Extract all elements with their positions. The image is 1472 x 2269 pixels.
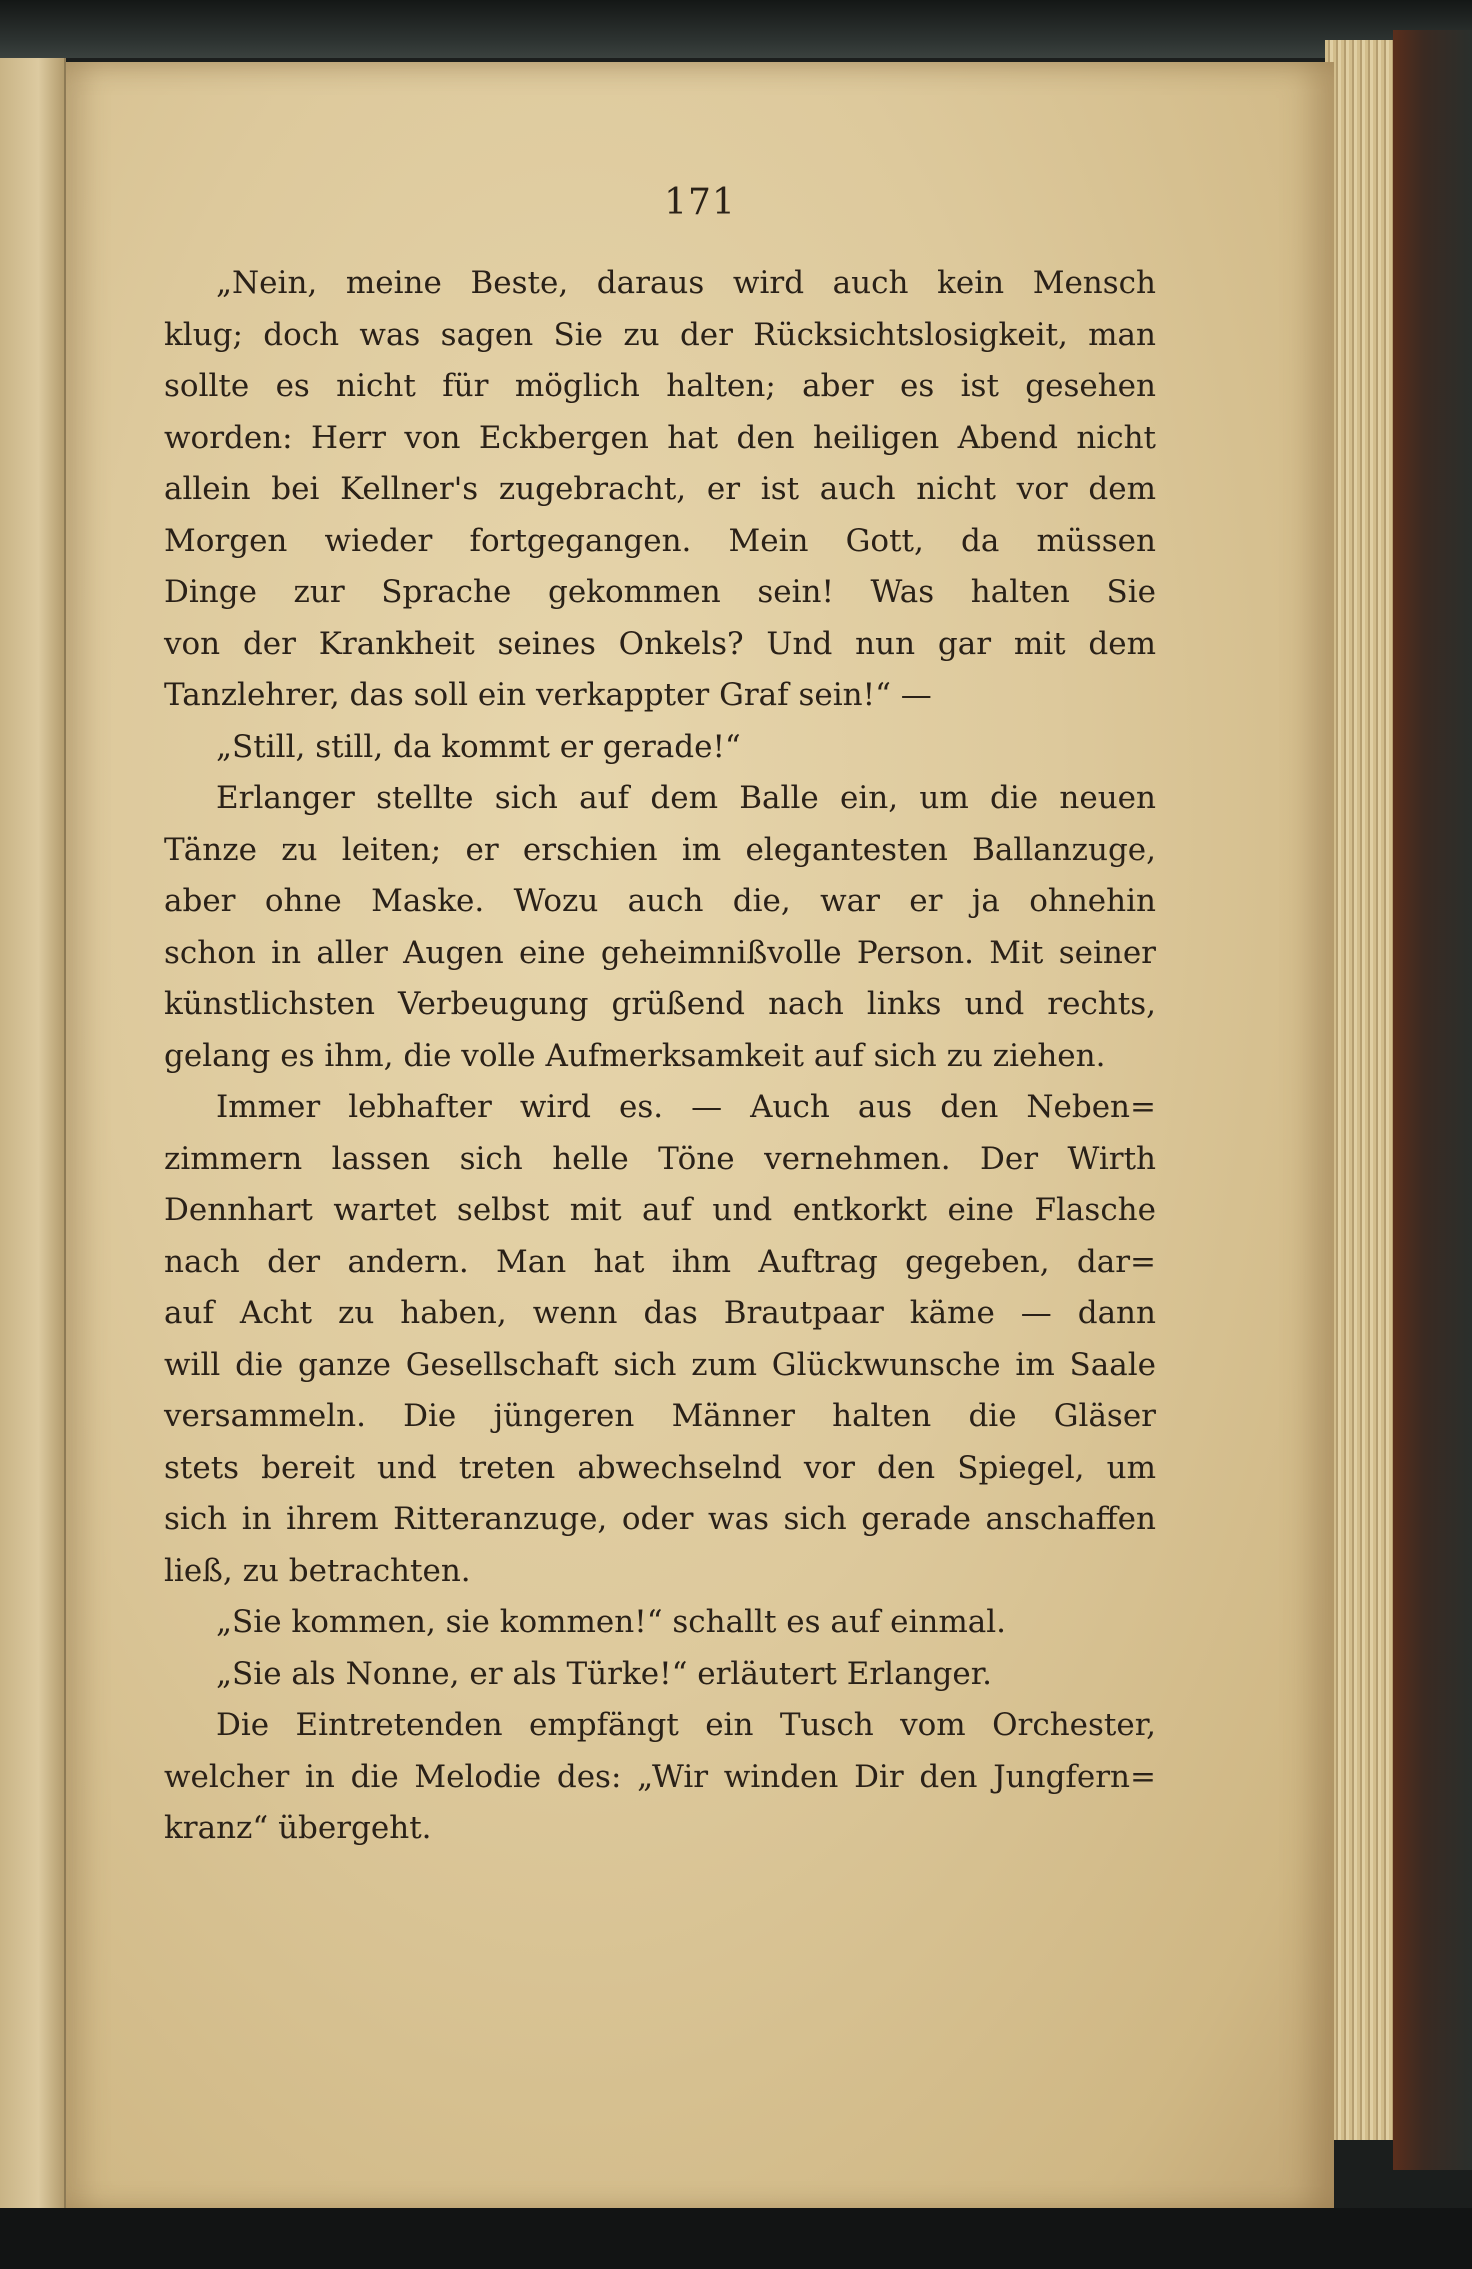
paragraph [164,773,1156,1082]
page-stack-edge [1325,40,1397,2140]
book-edge-top [0,0,1472,58]
text-line: welcher in die Melodie des: „Wir winden Dir den Jungfern= [164,1758,1156,1795]
facing-page-edge [0,58,66,2208]
text-line: auf Acht zu haben, wenn das Brautpaar käme — dann [164,1295,1156,1331]
text-line: kranz“ übergeht. [164,1810,432,1846]
page-text [164,258,1156,1855]
text-line: sollte es nicht für möglich halten; aber es ist gesehen [164,368,1156,404]
paragraph [164,1649,1156,1701]
text-line: Morgen wieder fortgegangen. Mein Gott, da müssen [164,522,1156,559]
text-line: „Sie als Nonne, er als Türke!“ erläutert Erlanger. [216,1655,992,1692]
text-line: künstlichsten Verbeugung grüßend nach links und rechts, [164,986,1156,1022]
text-line: Tanzlehrer, das soll ein verkappter Graf sein!“ — [164,677,932,713]
text-line: zimmern lassen sich helle Töne vernehmen. Der Wirth [164,1140,1156,1177]
text-line: will die ganze Gesellschaft sich zum Glückwunsche im Saale [164,1346,1156,1383]
text-line: von der Krankheit seines Onkels? Und nun gar mit dem [164,625,1156,662]
book-page [66,62,1334,2214]
text-line: versammeln. Die jüngeren Männer halten die Gläser [164,1398,1156,1434]
text-line: Immer lebhafter wird es. — Auch aus den Neben= [216,1089,1156,1125]
text-line: „Sie kommen, sie kommen!“ schallt es auf einmal. [216,1604,1007,1640]
text-line: gelang es ihm, die volle Aufmerksamkeit auf sich zu ziehen. [164,1037,1106,1074]
text-line: Dennhart wartet selbst mit auf und entkorkt eine Flasche [164,1192,1156,1228]
book-edge-bottom [0,2208,1472,2269]
text-line: aber ohne Maske. Wozu auch die, war er ja ohnehin [164,883,1156,919]
text-line: „Still, still, da kommt er gerade!“ [216,728,741,765]
paragraph [164,1082,1156,1597]
paragraph [164,1700,1156,1855]
text-line: schon in aller Augen eine geheimnißvolle Person. Mit seiner [164,934,1156,971]
text-line: stets bereit und treten abwechselnd vor den Spiegel, um [164,1449,1156,1486]
text-line: worden: Herr von Eckbergen hat den heiligen Abend nicht [164,419,1156,456]
paragraph [164,1597,1156,1649]
book-cover-edge [1393,30,1472,2170]
paragraph [164,258,1156,722]
text-line: Tänze zu leiten; er erschien im elegantesten Ballanzuge, [164,831,1156,868]
text-line: Die Eintretenden empfängt ein Tusch vom Orchester, [216,1707,1156,1743]
paragraph [164,722,1156,774]
text-line: ließ, zu betrachten. [164,1552,471,1589]
text-line: klug; doch was sagen Sie zu der Rücksichtslosigkeit, man [164,316,1156,353]
text-line: Dinge zur Sprache gekommen sein! Was halten Sie [164,574,1156,610]
text-line: nach der andern. Man hat ihm Auftrag gegeben, dar= [164,1243,1156,1280]
text-line: „Nein, meine Beste, daraus wird auch kein Mensch [216,265,1156,301]
text-line: allein bei Kellner's zugebracht, er ist auch nicht vor dem [164,471,1156,507]
text-line: Erlanger stellte sich auf dem Balle ein, um die neuen [216,780,1156,816]
text-line: sich in ihrem Ritteranzuge, oder was sich gerade anschaffen [164,1501,1156,1537]
page-number: 171 [664,182,736,223]
